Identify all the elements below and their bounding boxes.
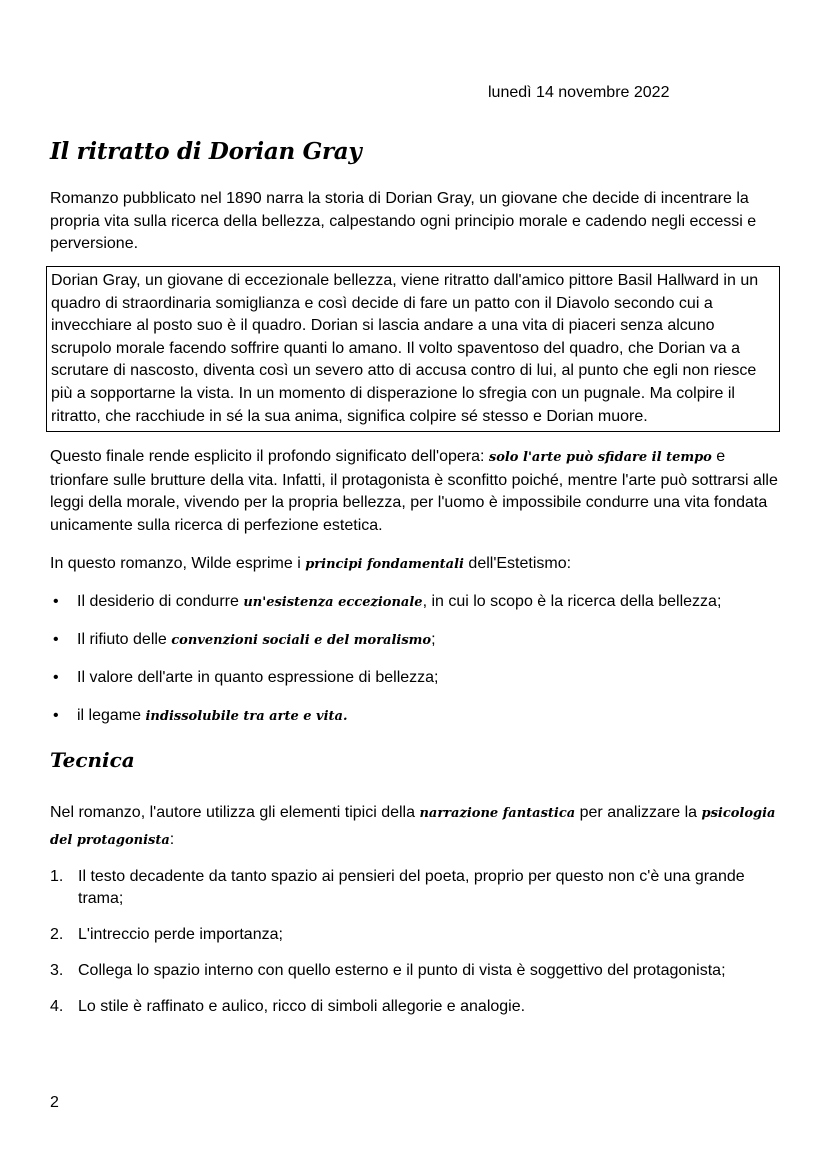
principles-highlight: principi fondamentali [305, 557, 464, 572]
list-item [50, 629, 790, 667]
list-item-text: il legame [77, 707, 146, 724]
list-item-highlight: convenzioni sociali e del moralismo [171, 633, 432, 648]
list-item [50, 705, 790, 743]
page-number: 2 [50, 1094, 59, 1111]
principles-paragraph [50, 553, 780, 577]
finale-text-after: e trionfare sulle brutture della vita. Infatti, il protagonista è sconfitto poiché, mentre l'arte può sottrarsi alle leggi della morale, vivendo per la propria bellezza, per l'uomo è impossibile condurre una vita fondata unicamente sulla ricerca di perfezione estetica. [50, 448, 778, 534]
list-item [50, 591, 790, 629]
bullet-icon: • [53, 593, 59, 610]
finale-paragraph [50, 446, 780, 537]
principles-list [50, 591, 790, 743]
page-title: Il ritratto di Dorian Gray [50, 138, 362, 165]
finale-highlight: solo l'arte può sfidare il tempo [488, 450, 712, 465]
list-item-highlight: indissolubile tra arte e vita. [145, 709, 348, 724]
list-number: 1. [50, 868, 64, 885]
finale-text-before: Questo finale rende esplicito il profondo significato dell'opera: [50, 448, 489, 465]
list-item-text-after: ; [431, 631, 436, 648]
technique-highlight-1: narrazione fantastica [419, 806, 576, 821]
list-item [50, 960, 790, 982]
bullet-icon: • [53, 707, 59, 724]
list-item-text: Il valore dell'arte in quanto espressione di bellezza; [77, 669, 439, 686]
list-item-text: L'intreccio perde importanza; [78, 926, 283, 943]
list-item-text: Il rifiuto delle [77, 631, 172, 648]
list-item-highlight: un'esistenza eccezionale [243, 595, 423, 610]
technique-text-before: Nel romanzo, l'autore utilizza gli elementi tipici della [50, 804, 420, 821]
list-item-text: Il testo decadente da tanto spazio ai pensieri del poeta, proprio per questo non c'è una grande trama; [78, 868, 745, 907]
list-item [50, 996, 790, 1018]
technique-highlight-2: psicologia del protagonista [50, 806, 776, 848]
list-number: 3. [50, 962, 64, 979]
list-item-text-after: , in cui lo scopo è la ricerca della bellezza; [422, 593, 722, 610]
technique-text-after: : [169, 831, 175, 848]
intro-paragraph: Romanzo pubblicato nel 1890 narra la storia di Dorian Gray, un giovane che decide di incentrare la propria vita sulla ricerca della bellezza, calpestando ogni principio morale e cadendo negli eccessi e perversione. [50, 190, 757, 252]
technique-paragraph [50, 800, 780, 854]
technique-list [50, 866, 790, 1032]
list-number: 4. [50, 998, 64, 1015]
principles-text-before: In questo romanzo, Wilde esprime i [50, 555, 306, 572]
technique-text-middle: per analizzare la [575, 804, 702, 821]
bullet-icon: • [53, 669, 59, 686]
section-heading: Tecnica [50, 748, 135, 772]
summary-box: Dorian Gray, un giovane di eccezionale bellezza, viene ritratto dall'amico pittore Basil Hallward in un quadro di straordinaria somiglianza e così decide di fare un patto con il Diavolo secondo cui a invecchiare al posto suo è il quadro. Dorian si lascia andare a una vita di piaceri senza alcuno scrupolo morale facendo soffrire quanti lo amano. Il volto spaventoso del quadro, che Dorian va a scrutare di nascosto, diventa così un severo atto di accusa contro di lui, al punto che egli non riesce più a sopportarne la vista. In un momento di disperazione lo sfregia con un pugnale. Ma colpire il ritratto, che racchiude in sé la sua anima, significa colpire sé stesso e Dorian muore. [46, 266, 780, 432]
list-item [50, 924, 790, 946]
list-item-text: Collega lo spazio interno con quello esterno e il punto di vista è soggettivo del protagonista; [78, 962, 726, 979]
bullet-icon: • [53, 631, 59, 648]
list-item-text: Lo stile è raffinato e aulico, ricco di simboli allegorie e analogie. [78, 998, 526, 1015]
list-item [50, 667, 790, 705]
date: lunedì 14 novembre 2022 [488, 84, 670, 101]
list-item [50, 866, 790, 910]
principles-text-after: dell'Estetismo: [463, 555, 572, 572]
list-number: 2. [50, 926, 64, 943]
list-item-text: Il desiderio di condurre [77, 593, 244, 610]
